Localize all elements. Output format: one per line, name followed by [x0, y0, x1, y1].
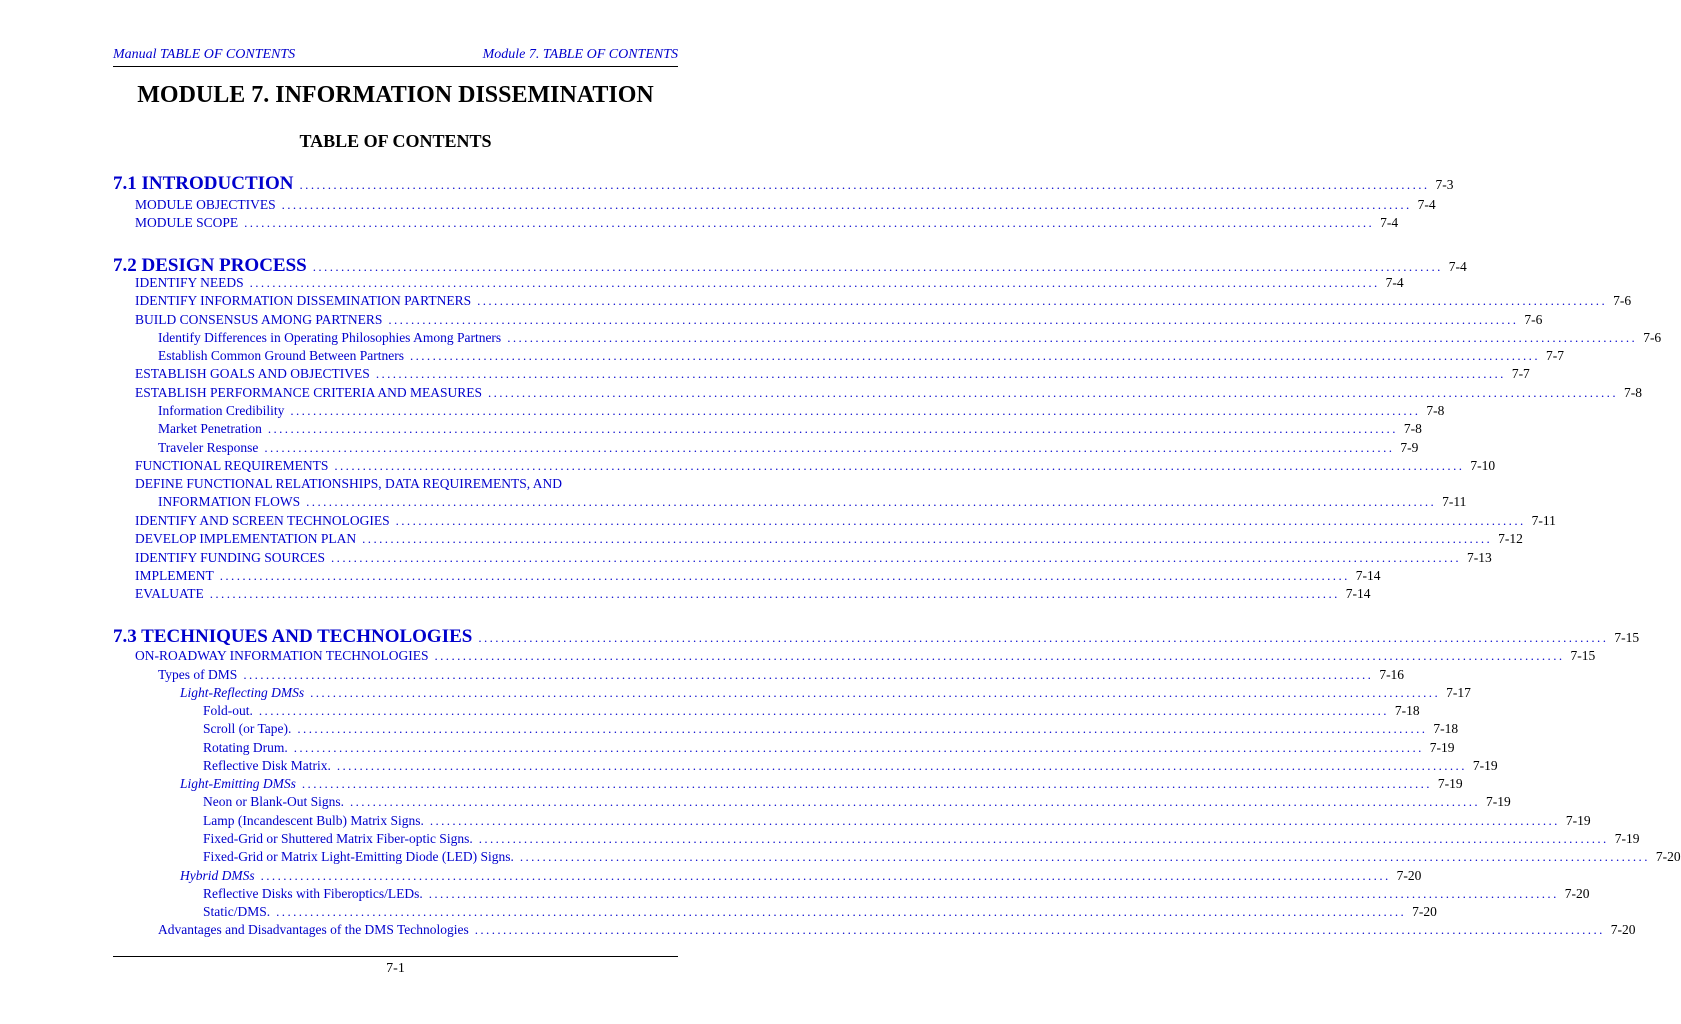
toc-entry-page: 7-19	[1472, 758, 1498, 773]
header-right-title: Module 7. TABLE OF CONTENTS	[482, 47, 678, 62]
toc-entry[interactable]	[135, 312, 1543, 328]
toc-entry-page: 7-8	[1623, 385, 1642, 400]
toc-entry[interactable]	[135, 648, 1596, 664]
toc-entry[interactable]	[135, 215, 1399, 231]
toc-dot-leader: ........................................................................................................................................................................................................	[297, 721, 1428, 736]
toc-entry[interactable]	[135, 293, 1632, 309]
footer-page-number: 7-1	[386, 961, 405, 976]
toc-entry-label: Lamp (Incandescent Bulb) Matrix Signs.	[203, 813, 424, 828]
toc-entry-page: 7-7	[1545, 348, 1564, 363]
toc-entry-label: Reflective Disks with Fiberoptics/LEDs.	[203, 886, 423, 901]
toc-entry-page: 7-20	[1412, 904, 1437, 919]
toc-entry-label: ON-ROADWAY INFORMATION TECHNOLOGIES	[135, 648, 429, 663]
toc-dot-leader: ........................................................................................................................................................................................................	[478, 630, 1609, 645]
toc-entry[interactable]	[203, 831, 1640, 847]
toc-entry[interactable]	[135, 586, 1371, 602]
toc-entry[interactable]	[203, 886, 1590, 902]
toc-entry-page: 7-14	[1345, 586, 1371, 601]
toc-entry[interactable]	[158, 494, 1467, 510]
toc-dot-leader: ........................................................................................................................................................................................................	[434, 648, 1565, 663]
header-left-title: Manual TABLE OF CONTENTS	[113, 47, 296, 62]
toc-entry-label: Advantages and Disadvantages of the DMS Technologies	[158, 922, 469, 937]
toc-dot-leader: ........................................................................................................................................................................................................	[301, 776, 1432, 791]
toc-entry-label: Reflective Disk Matrix.	[203, 758, 331, 773]
toc-entry[interactable]	[180, 868, 1422, 884]
toc-dot-leader: ........................................................................................................................................................................................................	[350, 794, 1480, 809]
toc-dot-leader: ........................................................................................................................................................................................................	[487, 385, 1618, 400]
toc-entry-label: Establish Common Ground Between Partners	[158, 348, 404, 363]
toc-entry-label: Fold-out.	[203, 703, 253, 718]
toc-dot-leader: ........................................................................................................................................................................................................	[276, 904, 1407, 919]
toc-entry-label: FUNCTIONAL REQUIREMENTS	[135, 458, 329, 473]
toc-dot-leader: ........................................................................................................................................................................................................	[429, 813, 1560, 828]
toc-entry[interactable]	[135, 275, 1404, 291]
toc-entry[interactable]	[158, 922, 1636, 938]
toc-dot-leader: ........................................................................................................................................................................................................	[507, 330, 1638, 345]
toc-entry[interactable]	[135, 513, 1556, 529]
toc-entry-page: 7-20	[1396, 868, 1422, 883]
toc-entry[interactable]	[180, 776, 1463, 792]
toc-entry-page: 7-4	[1385, 275, 1404, 290]
toc-entry-label: Neon or Blank-Out Signs.	[203, 794, 344, 809]
toc-entry-page: 7-4	[1417, 197, 1436, 212]
toc-entry[interactable]	[135, 385, 1642, 401]
toc-dot-leader: ........................................................................................................................................................................................................	[249, 275, 1380, 290]
toc-dot-leader: ........................................................................................................................................................................................................	[209, 586, 1340, 601]
toc-dot-leader: ........................................................................................................................................................................................................	[290, 403, 1421, 418]
toc-entry-label: Market Penetration	[158, 421, 262, 436]
toc-entry-page: 7-10	[1470, 458, 1496, 473]
toc-entry-page: 7-19	[1614, 831, 1640, 846]
toc-dot-leader: ........................................................................................................................................................................................................	[260, 868, 1391, 883]
toc-entry[interactable]	[158, 421, 1422, 437]
toc-entry-label: MODULE OBJECTIVES	[135, 197, 276, 212]
toc-dot-leader: ........................................................................................................................................................................................................	[478, 831, 1609, 846]
toc-entry-label: ESTABLISH PERFORMANCE CRITERIA AND MEASURES	[135, 385, 482, 400]
toc-entry-label: 7.2 DESIGN PROCESS	[113, 255, 307, 276]
toc-entry-label: IDENTIFY NEEDS	[135, 275, 244, 290]
toc-entry-label: Light-Emitting DMSs	[180, 776, 296, 791]
toc-entry[interactable]	[135, 531, 1523, 547]
toc-entry[interactable]	[135, 550, 1492, 566]
toc-entry[interactable]	[158, 348, 1564, 364]
toc-entry-page: 7-20	[1655, 849, 1681, 864]
toc-entry-page: 7-14	[1355, 568, 1381, 583]
toc-entry[interactable]	[203, 758, 1498, 774]
toc-entry-page: 7-18	[1394, 703, 1420, 718]
toc-entry[interactable]	[158, 330, 1662, 346]
toc-entry-label: DEFINE FUNCTIONAL RELATIONSHIPS, DATA REQUIREMENTS, AND	[135, 476, 563, 491]
toc-entry[interactable]	[158, 667, 1405, 683]
toc-dot-leader: ........................................................................................................................................................................................................	[267, 421, 1398, 436]
toc-entry-page: 7-20	[1564, 886, 1590, 901]
toc-entry-page: 7-17	[1446, 685, 1471, 700]
toc-entry[interactable]	[203, 813, 1591, 829]
toc-entry-page: 7-9	[1400, 440, 1419, 455]
toc-entry-page: 7-20	[1610, 922, 1636, 937]
toc-entry-label: Types of DMS	[158, 667, 238, 682]
toc-entry[interactable]	[180, 685, 1471, 701]
toc-entry-label: Scroll (or Tape).	[203, 721, 292, 736]
toc-dot-leader: ........................................................................................................................................................................................................	[299, 177, 1430, 192]
toc-entry-page: 7-8	[1403, 421, 1422, 436]
toc-dot-leader: ........................................................................................................................................................................................................	[362, 531, 1493, 546]
toc-entry-label: IDENTIFY FUNDING SOURCES	[135, 550, 326, 565]
toc-entry-label: IDENTIFY AND SCREEN TECHNOLOGIES	[135, 513, 390, 528]
toc-dot-leader: ........................................................................................................................................................................................................	[264, 440, 1395, 455]
toc-dot-leader: ........................................................................................................................................................................................................	[310, 685, 1441, 700]
toc-dot-leader: ........................................................................................................................................................................................................	[474, 922, 1605, 937]
toc-entry-label: MODULE SCOPE	[135, 215, 239, 230]
toc-dot-leader: ........................................................................................................................................................................................................	[293, 740, 1424, 755]
toc-dot-leader: ........................................................................................................................................................................................................	[477, 293, 1608, 308]
toc-entry-label: Fixed-Grid or Matrix Light-Emitting Diode (LED) Signs.	[203, 849, 514, 864]
toc-entry-page: 7-16	[1379, 667, 1405, 682]
toc-entry-page: 7-6	[1643, 330, 1662, 345]
toc-entry-label: Static/DMS.	[203, 904, 271, 919]
toc-entry[interactable]	[203, 721, 1459, 737]
toc-dot-leader: ........................................................................................................................................................................................................	[336, 758, 1467, 773]
toc-entry-label: IDENTIFY INFORMATION DISSEMINATION PARTNERS	[135, 293, 472, 308]
toc-entry-page: 7-19	[1429, 740, 1455, 755]
toc-entry-page: 7-3	[1435, 177, 1454, 192]
toc-section-heading[interactable]	[113, 172, 1454, 196]
toc-entry[interactable]	[135, 197, 1436, 213]
toc-entry-label: DEVELOP IMPLEMENTATION PLAN	[135, 531, 357, 546]
toc-entry-label: Fixed-Grid or Shuttered Matrix Fiber-optic Signs.	[203, 831, 473, 846]
toc-entry-label: INFORMATION FLOWS	[158, 494, 301, 509]
toc-dot-leader: ........................................................................................................................................................................................................	[244, 215, 1375, 230]
toc-entry[interactable]	[203, 849, 1681, 865]
toc-entry-page: 7-11	[1442, 494, 1467, 509]
toc-entry-label: BUILD CONSENSUS AMONG PARTNERS	[135, 312, 383, 327]
toc-entry-label: Information Credibility	[158, 403, 285, 418]
toc-dot-leader: ........................................................................................................................................................................................................	[258, 703, 1389, 718]
toc-dot-leader: ........................................................................................................................................................................................................	[388, 312, 1519, 327]
toc-entry-page: 7-15	[1570, 648, 1596, 663]
toc-entry[interactable]	[203, 904, 1437, 920]
toc-entry[interactable]	[203, 794, 1511, 810]
toc-entry-label: IMPLEMENT	[135, 568, 214, 583]
toc-entry-page: 7-7	[1511, 366, 1530, 381]
toc-entry-page: 7-6	[1613, 293, 1632, 308]
toc-entry-label: Identify Differences in Operating Philosophies Among Partners	[158, 330, 502, 345]
toc-entry-label: Light-Reflecting DMSs	[180, 685, 305, 700]
toc-entry-page: 7-12	[1498, 531, 1523, 546]
toc-entry[interactable]	[135, 366, 1530, 382]
toc-dot-leader: ........................................................................................................................................................................................................	[219, 568, 1350, 583]
toc-entry-label: 7.1 INTRODUCTION	[113, 173, 294, 194]
toc-dot-leader: ........................................................................................................................................................................................................	[306, 494, 1437, 509]
toc-entry-label: Rotating Drum.	[203, 740, 288, 755]
toc-entry-page: 7-8	[1426, 403, 1445, 418]
toc-entry[interactable]	[158, 440, 1419, 456]
toc-entry[interactable]	[158, 403, 1445, 419]
toc-dot-leader: ........................................................................................................................................................................................................	[312, 259, 1443, 274]
toc-dot-leader: ........................................................................................................................................................................................................	[519, 849, 1650, 864]
toc-entry[interactable]	[135, 568, 1381, 584]
toc-dot-leader: ........................................................................................................................................................................................................	[243, 667, 1374, 682]
toc-entry-page: 7-18	[1433, 721, 1459, 736]
toc-entry-page: 7-13	[1467, 550, 1492, 565]
footer-rule	[113, 956, 678, 957]
toc-entry[interactable]	[203, 703, 1420, 719]
toc-entry-label: Hybrid DMSs	[180, 868, 255, 883]
toc-dot-leader: ........................................................................................................................................................................................................	[409, 348, 1540, 363]
toc-entry[interactable]	[135, 476, 679, 492]
toc-entry-label: Traveler Response	[158, 440, 259, 455]
toc-dot-leader: ........................................................................................................................................................................................................	[331, 550, 1462, 565]
toc-entry-page: 7-4	[1380, 215, 1399, 230]
toc-entry-label: 7.3 TECHNIQUES AND TECHNOLOGIES	[113, 626, 473, 647]
toc-entry-page: 7-15	[1614, 630, 1640, 645]
toc-entry-page: 7-19	[1565, 813, 1591, 828]
toc-title: TABLE OF CONTENTS	[299, 131, 492, 151]
toc-entry-page: 7-19	[1486, 794, 1511, 809]
toc-entry[interactable]	[135, 458, 1496, 474]
toc-dot-leader: ........................................................................................................................................................................................................	[281, 197, 1412, 212]
module-title: MODULE 7. INFORMATION DISSEMINATION	[137, 82, 654, 108]
toc-entry-label: EVALUATE	[135, 586, 204, 601]
toc-entry-page: 7-4	[1448, 259, 1467, 274]
toc-entry-page: 7-11	[1531, 513, 1556, 528]
toc-dot-leader: ........................................................................................................................................................................................................	[395, 513, 1526, 528]
toc-dot-leader: ........................................................................................................................................................................................................	[334, 458, 1465, 473]
toc-entry-page: 7-6	[1524, 312, 1543, 327]
running-header	[113, 46, 678, 67]
toc-section-heading[interactable]	[113, 625, 1640, 649]
toc-entry-label: ESTABLISH GOALS AND OBJECTIVES	[135, 366, 370, 381]
toc-entry[interactable]	[203, 740, 1455, 756]
toc-entry-page: 7-19	[1437, 776, 1463, 791]
toc-dot-leader: ........................................................................................................................................................................................................	[428, 886, 1559, 901]
toc-dot-leader: ........................................................................................................................................................................................................	[375, 366, 1506, 381]
